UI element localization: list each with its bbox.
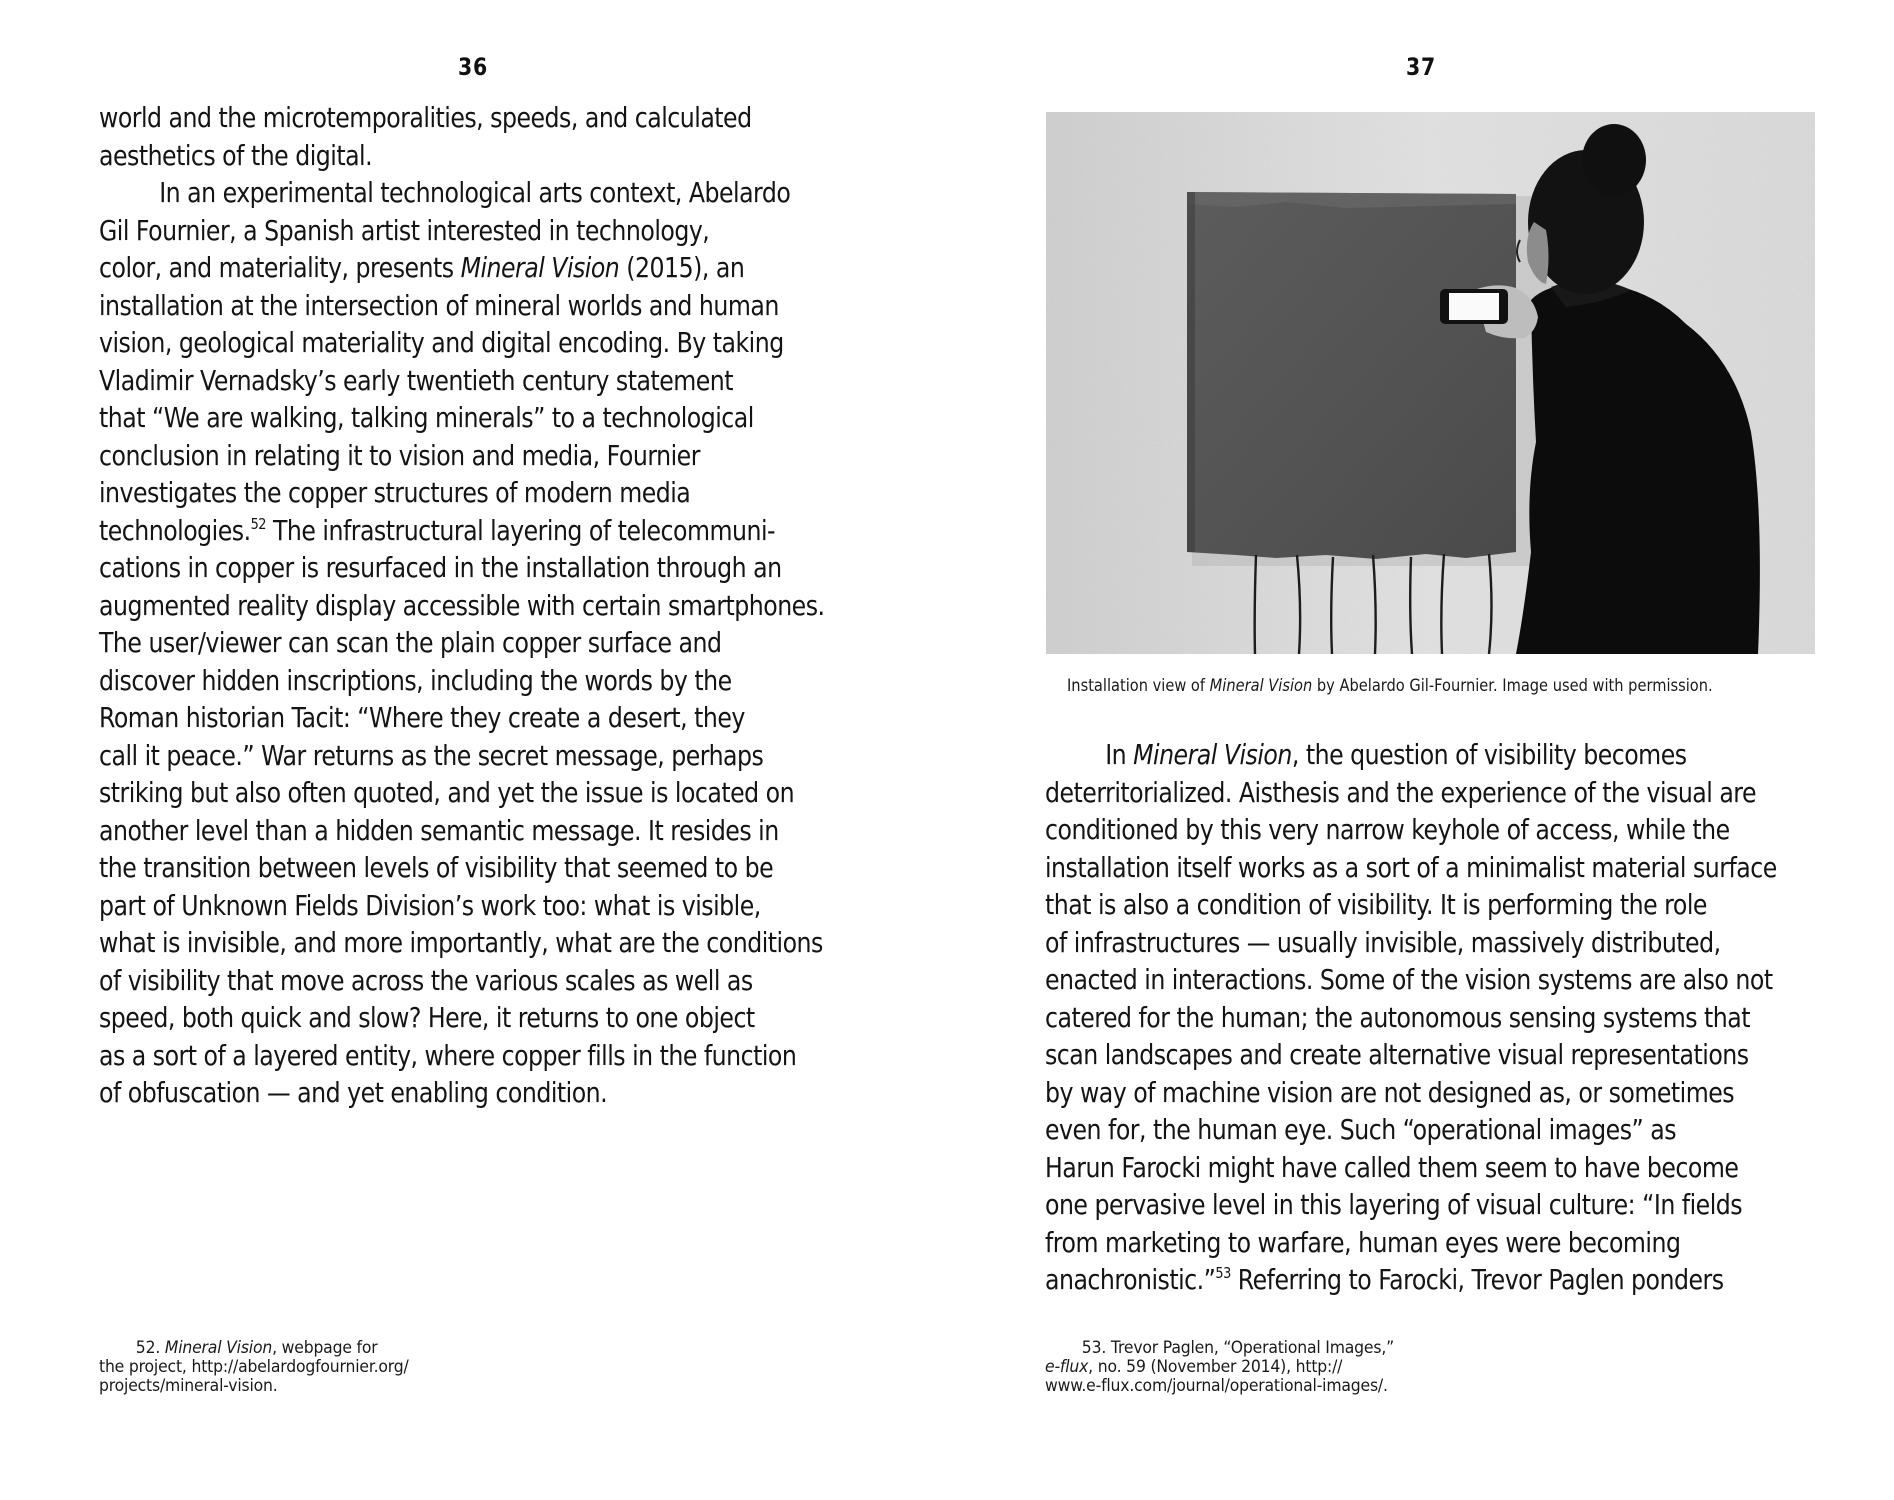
footnote-text: , no. 59 (November 2014), http://: [1088, 1357, 1343, 1377]
footnote-reference[interactable]: 52: [250, 514, 266, 533]
footnote-journal: e-flux: [1045, 1357, 1089, 1377]
smartphone-screen: [1449, 293, 1499, 320]
footnote-line: the project, http://abelardogfournier.org/: [99, 1357, 409, 1377]
text-line: Harun Farocki might have called them seem to have become: [1045, 1151, 1739, 1184]
text-line: that is also a condition of visibility. It is performing the role: [1045, 889, 1707, 921]
text-line: striking but also often quoted, and yet the issue is located on: [99, 777, 795, 809]
footnote-52: [99, 1339, 519, 1396]
page-number: 36: [457, 53, 489, 81]
text-run: color, and materiality, presents: [99, 252, 461, 284]
text-line: installation at the intersection of mineral worlds and human: [99, 289, 779, 322]
text-line: vision, geological materiality and digital encoding. By taking: [99, 327, 784, 359]
text-line: conclusion in relating it to vision and media, Fournier: [99, 439, 700, 472]
text-run: Referring to Farocki, Trevor Paglen ponders: [1230, 1264, 1724, 1296]
text-line: installation itself works as a sort of a minimalist material surface: [1045, 851, 1777, 884]
text-line: scan landscapes and create alternative visual representations: [1045, 1039, 1749, 1071]
body-text: [1045, 737, 1885, 1300]
text-line: Gil Fournier, a Spanish artist interested in technology,: [99, 214, 710, 247]
text-line: conditioned by this very narrow keyhole of access, while the: [1045, 814, 1730, 846]
hair-bun: [1582, 124, 1646, 196]
footnote-line: [99, 1339, 485, 1358]
text-line: of infrastructures — usually invisible, massively distributed,: [1045, 926, 1721, 959]
text-line: In an experimental technological arts context, Abelardo: [159, 177, 791, 209]
text-line: that “We are walking, talking minerals” to a technological: [99, 402, 754, 434]
installation-photo-illustration: [1046, 112, 1815, 654]
caption-title: Mineral Vision: [1209, 676, 1313, 696]
text-line: cations in copper is resurfaced in the installation through an: [99, 552, 782, 584]
text-line: as a sort of a layered entity, where copper fills in the function: [99, 1039, 797, 1072]
text-line: aesthetics of the digital.: [99, 139, 373, 172]
text-line: The user/viewer can scan the plain copper surface and: [99, 627, 722, 659]
text-run: anachronistic.”: [1045, 1264, 1216, 1296]
text-line: one pervasive level in this layering of visual culture: “In fields: [1045, 1189, 1743, 1221]
right-page: [947, 0, 1894, 1500]
text-line: discover hidden inscriptions, including the words by the: [99, 664, 732, 697]
text-line: [99, 250, 813, 288]
footnote-53: [1045, 1339, 1465, 1396]
text-line: of visibility that move across the various scales as well as: [99, 964, 753, 997]
text-line: Roman historian Tacit: “Where they create a desert, they: [99, 702, 745, 734]
footnote-line: 53. Trevor Paglen, “Operational Images,”: [1081, 1338, 1395, 1358]
text-line: augmented reality display accessible with certain smartphones.: [99, 589, 825, 622]
text-line: enacted in interactions. Some of the vision systems are also not: [1045, 964, 1773, 996]
body-text: [99, 100, 929, 1113]
installation-photo: [1046, 112, 1815, 654]
text-line: by way of machine vision are not designed as, or sometimes: [1045, 1076, 1735, 1109]
text-line: [1045, 1262, 1767, 1300]
text-line: investigates the copper structures of modern media: [99, 477, 691, 509]
copper-panel: [1187, 192, 1516, 559]
page-number: 37: [1405, 53, 1437, 81]
text-line: of obfuscation — and yet enabling condition.: [99, 1077, 608, 1109]
text-line: Vladimir Vernadsky’s early twentieth century statement: [99, 364, 734, 397]
text-line: [1045, 737, 1767, 775]
footnote-number: 52.: [135, 1338, 161, 1358]
footnote-title: Mineral Vision: [164, 1338, 273, 1358]
footnote-line: projects/mineral-vision.: [99, 1376, 278, 1396]
italic-title: Mineral Vision: [460, 252, 620, 284]
caption-text: by Abelardo Gil-Fournier. Image used with permission.: [1312, 676, 1713, 696]
figure-caption: [1067, 675, 1721, 697]
text-run: technologies.: [99, 514, 251, 547]
footnote-text: , webpage for: [272, 1338, 378, 1358]
text-line: world and the microtemporalities, speeds, and calculated: [99, 102, 752, 134]
text-line: another level than a hidden semantic message. It resides in: [99, 814, 779, 847]
text-line: [99, 513, 813, 551]
text-line: part of Unknown Fields Division’s work too: what is visible,: [99, 889, 761, 922]
italic-title: Mineral Vision: [1133, 739, 1292, 771]
footnote-line: www.e-flux.com/journal/operational-images/.: [1045, 1376, 1388, 1396]
text-run: In: [1105, 739, 1134, 771]
text-run: , the question of visibility becomes: [1291, 739, 1687, 771]
text-line: the transition between levels of visibility that seemed to be: [99, 852, 774, 884]
text-line: call it peace.” War returns as the secret message, perhaps: [99, 739, 764, 772]
caption-text: Installation view of: [1067, 676, 1210, 696]
footnote-reference[interactable]: 53: [1215, 1264, 1231, 1282]
text-line: speed, both quick and slow? Here, it returns to one object: [99, 1002, 755, 1034]
text-run: The infrastructural layering of telecommuni-: [265, 514, 776, 547]
footnote-line: [1045, 1358, 1431, 1377]
text-run: (2015), an: [619, 252, 745, 284]
text-line: deterritorialized. Aisthesis and the experience of the visual are: [1045, 776, 1757, 809]
text-line: what is invisible, and more importantly, what are the conditions: [99, 927, 823, 959]
text-line: catered for the human; the autonomous sensing systems that: [1045, 1001, 1751, 1034]
text-line: even for, the human eye. Such “operational images” as: [1045, 1114, 1677, 1146]
text-line: from marketing to warfare, human eyes were becoming: [1045, 1226, 1681, 1259]
